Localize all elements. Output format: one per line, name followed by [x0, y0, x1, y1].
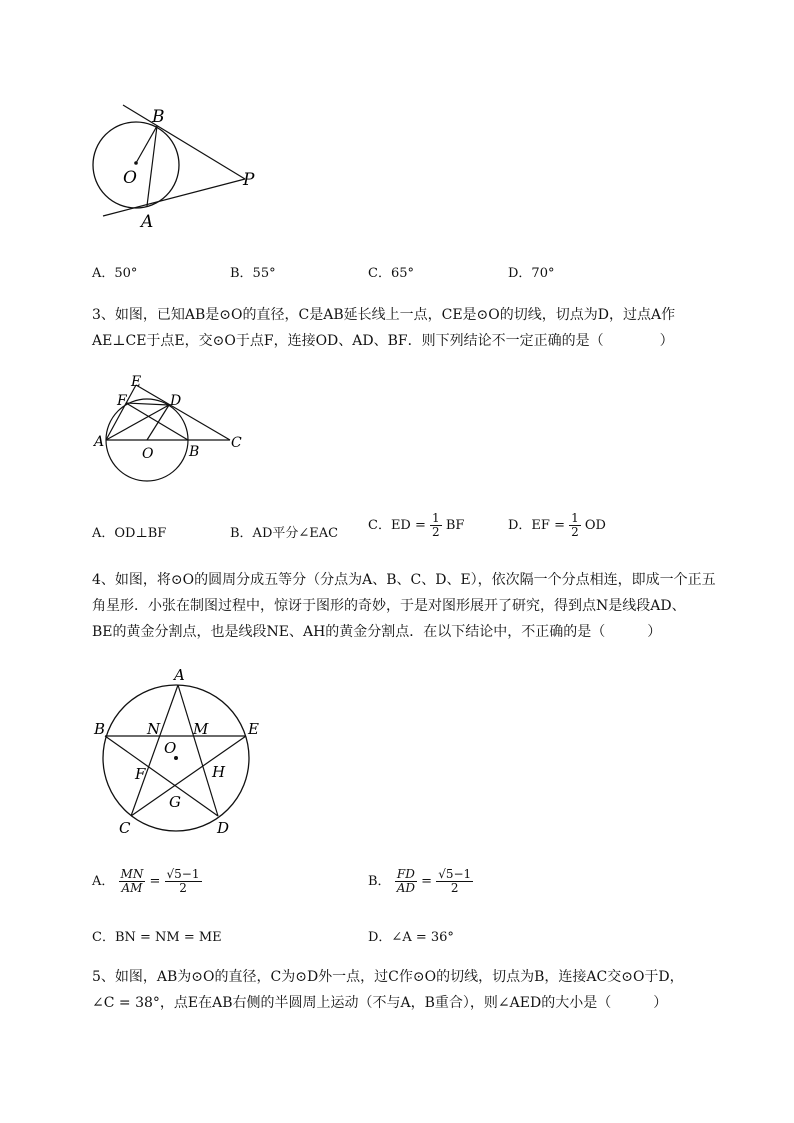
q2-label-a: A — [141, 212, 154, 232]
q4-label-h: H — [212, 763, 226, 781]
q4-option-b-lhs — [395, 868, 417, 895]
q4-option-c[interactable]: C．BN = NM = ME — [92, 930, 222, 945]
q3-option-b[interactable]: B．AD平分∠EAC — [230, 526, 339, 541]
q3-label-e: E — [131, 374, 142, 390]
q3-label-f: F — [117, 393, 127, 409]
q4-option-a-rhs — [165, 868, 202, 895]
q4-star-bd — [105, 736, 218, 816]
q2-center-dot — [134, 161, 138, 165]
q3-tangent-ce — [136, 385, 230, 440]
q2-option-b[interactable]: B．55° — [230, 266, 276, 281]
q4-option-b-num: FD — [395, 868, 417, 882]
q2-option-d[interactable]: D．70° — [508, 266, 555, 281]
q4-option-a-prefix: A． — [92, 874, 115, 889]
q3-option-d-fraction — [569, 512, 581, 539]
q3-option-d-suffix: OD — [584, 518, 606, 533]
q3-option-c-fraction — [430, 512, 442, 539]
q4-option-d[interactable]: D．∠A = 36° — [368, 930, 454, 945]
q3-option-c-den: 2 — [432, 525, 440, 539]
q4-option-a-rden: 2 — [179, 881, 187, 895]
q4-option-a-den: AM — [121, 881, 143, 895]
q4-label-a: A — [174, 666, 185, 684]
q4-stem-line2: 角星形．小张在制图过程中，惊讶于图形的奇妙，于是对图形展开了研究，得到点N是线段AD、 — [92, 598, 686, 614]
q4-option-b-rden: 2 — [450, 881, 459, 895]
q4-label-g: G — [169, 793, 181, 811]
q3-option-a[interactable]: A．OD⊥BF — [92, 526, 167, 541]
q3-label-b: B — [189, 444, 200, 460]
q3-option-c-prefix: C．ED = — [368, 518, 426, 533]
q4-option-a[interactable] — [92, 868, 202, 895]
q3-stem-line1: 3、如图，已知AB是⊙O的直径，C是AB延长线上一点，CE是⊙O的切线，切点为D，过点A作 — [92, 307, 676, 323]
q2-option-a[interactable]: A．50° — [92, 266, 138, 281]
q2-label-b: B — [152, 107, 165, 127]
q4-stem-line3: BE的黄金分割点，也是线段NE、AH的黄金分割点．在以下结论中，不正确的是（ ） — [92, 624, 662, 640]
q4-option-b-eq: = — [421, 874, 433, 889]
q4-label-b: B — [94, 720, 106, 738]
q4-star-ce — [131, 736, 246, 816]
q4-option-b-prefix: B． — [368, 874, 391, 889]
q4-option-a-eq: = — [149, 874, 161, 889]
q3-label-c: C — [231, 435, 242, 451]
q2-tangent-pb — [123, 105, 245, 179]
q2-label-o: O — [123, 168, 137, 188]
q4-label-f: F — [135, 765, 146, 783]
q3-option-c[interactable] — [368, 512, 464, 539]
q2-option-c[interactable]: C．65° — [368, 266, 414, 281]
q3-label-o: O — [142, 446, 154, 462]
q3-option-d[interactable] — [508, 512, 606, 539]
q3-option-d-prefix: D．EF = — [508, 518, 565, 533]
q3-option-c-num: 1 — [432, 511, 440, 525]
q2-label-p: P — [243, 170, 255, 190]
q4-star-bc-ad — [178, 685, 218, 816]
q3-label-a: A — [94, 434, 105, 450]
q3-figure — [90, 372, 250, 484]
q4-label-d: D — [217, 819, 230, 837]
q4-option-b[interactable] — [368, 868, 473, 895]
q4-option-b-rhs — [436, 868, 473, 895]
q4-option-a-rnum: √5−1 — [166, 867, 200, 881]
q3-option-c-suffix: BF — [445, 518, 465, 533]
q4-label-n: N — [147, 720, 161, 738]
q4-label-m: M — [193, 720, 209, 738]
q3-line-ef — [126, 403, 169, 405]
q4-option-b-rnum: √5−1 — [438, 867, 472, 881]
q2-radius-ob — [136, 126, 157, 163]
q4-option-a-lhs — [119, 868, 146, 895]
q4-option-a-num: MN — [120, 867, 144, 881]
q4-label-o: O — [164, 739, 177, 757]
q3-label-d: D — [170, 393, 182, 409]
q2-chord-ab — [147, 126, 157, 206]
q5-stem-line1: 5、如图，AB为⊙O的直径，C为⊙D外一点，过C作⊙O的切线，切点为B，连接AC交⊙O于D， — [92, 969, 684, 985]
q3-option-d-den: 2 — [571, 525, 579, 539]
q3-option-d-num: 1 — [571, 511, 579, 525]
q4-label-e: E — [248, 720, 259, 738]
q4-option-b-den: AD — [396, 881, 415, 895]
q5-stem-line2: ∠C = 38°，点E在AB右侧的半圆周上运动（不与A，B重合），则∠AED的大小是（ ） — [92, 995, 668, 1011]
q2-circle — [93, 122, 179, 208]
q4-label-c: C — [119, 819, 131, 837]
q4-figure — [88, 664, 268, 840]
q4-stem-line1: 4、如图，将⊙O的圆周分成五等分（分点为A、B、C、D、E），依次隔一个分点相连，即成一个正五 — [92, 572, 716, 588]
q3-stem-line2: AE⊥CE于点E，交⊙O于点F，连接OD、AD、BF．则下列结论不一定正确的是（ ） — [92, 333, 674, 349]
q2-figure — [85, 100, 275, 235]
